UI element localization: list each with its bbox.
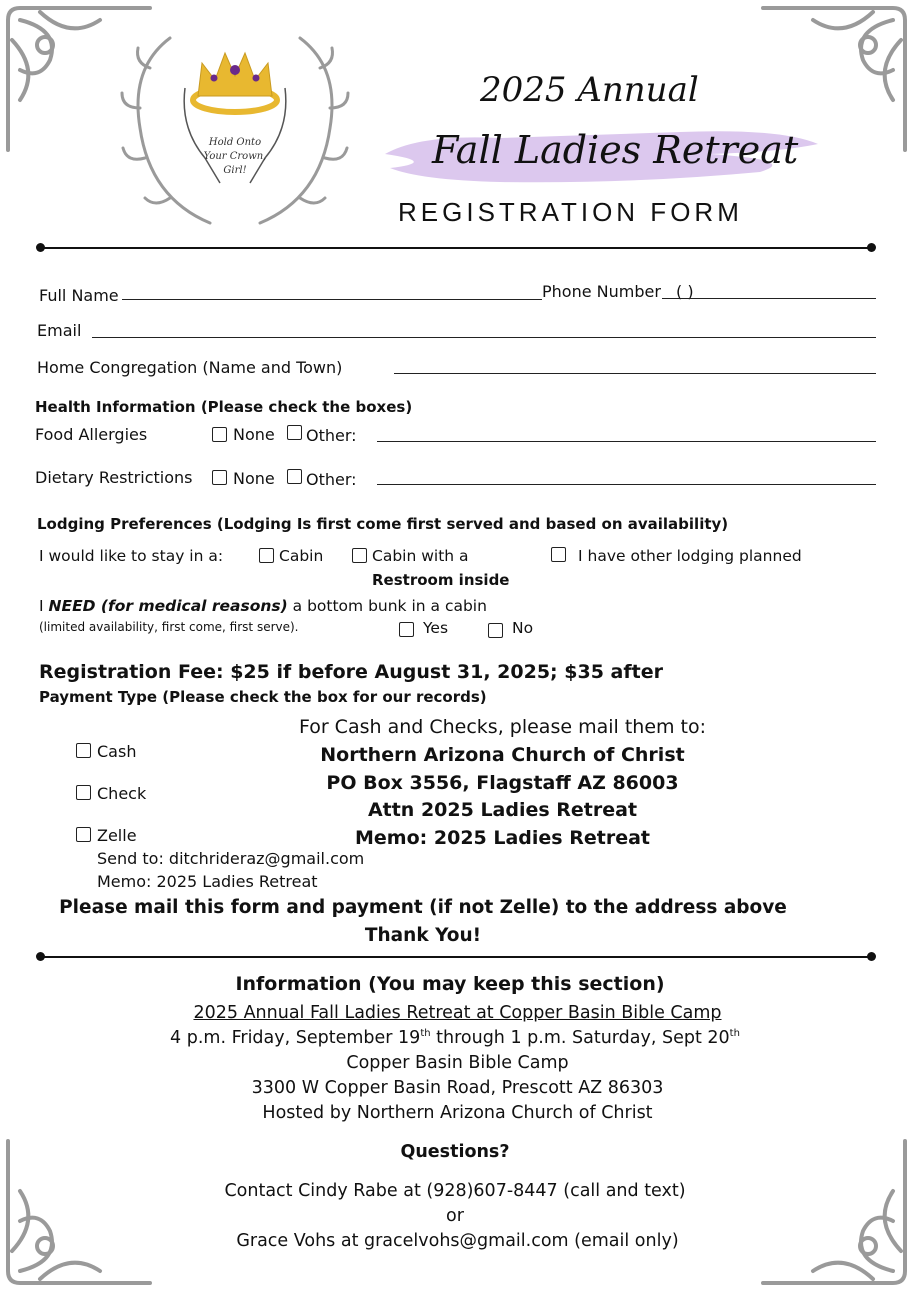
camp-address: 3300 W Copper Basin Road, Prescott AZ 86303 [251, 1078, 664, 1098]
email-label: Email [37, 321, 82, 340]
lodging-heading: Lodging Preferences (Lodging Is first come first served and based on availability) [37, 515, 729, 533]
congregation-field[interactable] [394, 373, 876, 374]
food-allergies-label: Food Allergies [35, 425, 148, 444]
payment-type-heading: Payment Type (Please check the box for our records) [39, 688, 487, 706]
bottom-divider [40, 956, 873, 958]
dietary-other-label: Other: [306, 470, 357, 489]
contact-cindy: Contact Cindy Rabe at (928)607-8447 (call and text) [224, 1181, 686, 1201]
wreath-crown-icon [110, 8, 360, 243]
check-checkbox[interactable] [76, 785, 91, 800]
dates-sup-2: th [729, 1028, 740, 1040]
bunk-no-checkbox[interactable] [488, 623, 503, 638]
other-lodging-checkbox[interactable] [551, 547, 566, 562]
zelle-memo: Memo: 2025 Ladies Retreat [97, 872, 318, 891]
congregation-label: Home Congregation (Name and Town) [37, 358, 343, 377]
cash-label: Cash [97, 742, 137, 761]
cabin-restroom-label: Cabin with a [372, 547, 469, 565]
mail-address-line-3: Attn 2025 Ladies Retreat [367, 799, 638, 821]
mail-address-line-4: Memo: 2025 Ladies Retreat [355, 827, 650, 849]
event-title: 2025 Annual Fall Ladies Retreat at Copper Basin Bible Camp [193, 1003, 722, 1023]
dates-start: 4 p.m. Friday, September 19 [170, 1028, 421, 1048]
food-allergies-other-label: Other: [306, 426, 357, 445]
dietary-other-field[interactable] [377, 484, 876, 485]
top-divider-dot-left [36, 243, 45, 252]
dietary-other-checkbox[interactable] [287, 469, 302, 484]
bunk-need: NEED (for medical reasons) [48, 597, 288, 615]
camp-name: Copper Basin Bible Camp [346, 1053, 569, 1073]
retreat-logo [110, 8, 360, 243]
phone-area-code: ( ) [676, 282, 694, 301]
dietary-label: Dietary Restrictions [35, 468, 193, 487]
cabin-restroom-checkbox[interactable] [352, 548, 367, 563]
title-line-1: 2025 Annual [480, 70, 699, 110]
food-allergies-none-label: None [233, 425, 275, 444]
email-field[interactable] [92, 337, 876, 338]
top-divider-dot-right [867, 243, 876, 252]
top-divider [40, 247, 873, 249]
zelle-label: Zelle [97, 826, 137, 845]
full-name-field[interactable] [122, 299, 542, 300]
food-allergies-other-field[interactable] [377, 441, 876, 442]
bunk-suffix: a bottom bunk in a cabin [292, 597, 487, 615]
dates-sup-1: th [420, 1028, 431, 1040]
bottom-divider-dot-right [867, 952, 876, 961]
contact-or: or [446, 1206, 464, 1226]
questions-heading: Questions? [400, 1142, 510, 1162]
page-subtitle: REGISTRATION FORM [398, 197, 743, 227]
bunk-question [39, 597, 487, 615]
dates-end: through 1 p.m. Saturday, Sept 20 [430, 1028, 730, 1048]
stay-label: I would like to stay in a: [39, 547, 224, 565]
bottom-divider-dot-left [36, 952, 45, 961]
host-line: Hosted by Northern Arizona Church of Christ [262, 1103, 653, 1123]
title-line-2: Fall Ladies Retreat [432, 128, 799, 172]
cabin-checkbox[interactable] [259, 548, 274, 563]
phone-field[interactable] [662, 298, 876, 299]
bunk-yes-checkbox[interactable] [399, 622, 414, 637]
other-lodging-label: I have other lodging planned [578, 547, 802, 565]
bunk-note: (limited availability, first come, first serve). [39, 620, 299, 634]
registration-fee: Registration Fee: $25 if before August 31, 2025; $35 after [39, 661, 663, 683]
logo-tagline-3: Girl! [223, 165, 247, 176]
mail-form-note: Please mail this form and payment (if not Zelle) to the address above [59, 897, 787, 918]
bunk-prefix: I [39, 597, 44, 615]
dietary-none-label: None [233, 469, 275, 488]
cash-checkbox[interactable] [76, 743, 91, 758]
bunk-yes-label: Yes [423, 619, 449, 637]
check-label: Check [97, 784, 147, 803]
food-allergies-other-checkbox[interactable] [287, 425, 302, 440]
logo-tagline-2: Your Crown, [203, 151, 267, 162]
info-heading: Information (You may keep this section) [235, 973, 665, 995]
cabin-restroom-label-2: Restroom inside [372, 571, 510, 589]
zelle-checkbox[interactable] [76, 827, 91, 842]
health-heading: Health Information (Please check the boxes) [35, 398, 413, 416]
mail-address-line-2: PO Box 3556, Flagstaff AZ 86003 [326, 772, 679, 794]
phone-label: Phone Number [542, 282, 661, 301]
zelle-send-to: Send to: ditchrideraz@gmail.com [97, 849, 365, 868]
contact-grace: Grace Vohs at gracelvohs@gmail.com (email only) [236, 1231, 679, 1251]
food-allergies-none-checkbox[interactable] [212, 427, 227, 442]
mail-intro: For Cash and Checks, please mail them to: [298, 716, 707, 738]
full-name-label: Full Name [39, 286, 119, 305]
logo-tagline-1: Hold Onto [208, 137, 262, 148]
event-dates [0, 1028, 910, 1048]
bunk-no-label: No [512, 619, 534, 637]
thank-you: Thank You! [364, 925, 482, 946]
mail-address-line-1: Northern Arizona Church of Christ [320, 744, 685, 766]
cabin-label: Cabin [279, 547, 324, 565]
dietary-none-checkbox[interactable] [212, 470, 227, 485]
